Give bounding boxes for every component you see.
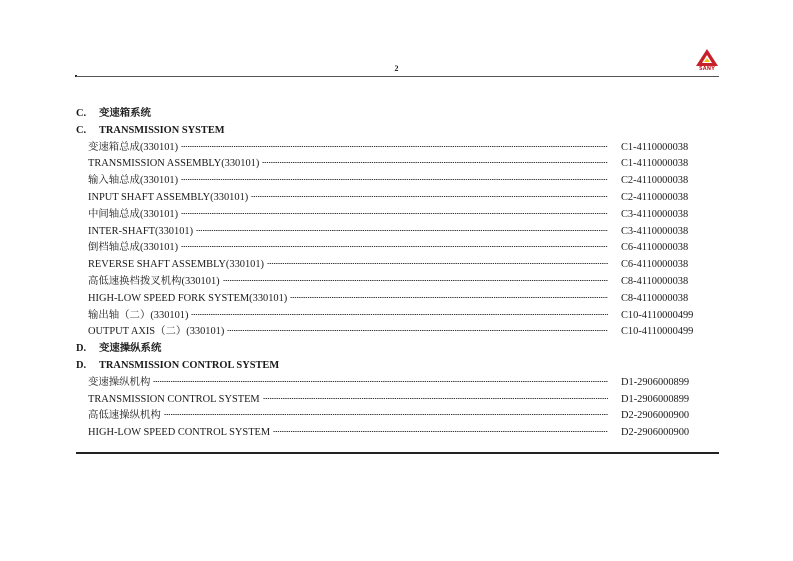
section-letter: D. <box>76 359 87 371</box>
toc-leader-dots <box>181 212 608 215</box>
toc-entry-title: 变速操纵机构 <box>88 376 151 388</box>
toc-leader-dots <box>290 296 608 299</box>
section-heading-en <box>76 123 703 140</box>
logo-text: SANY <box>698 66 716 72</box>
toc-entry[interactable] <box>76 392 703 409</box>
toc-entry-title: INPUT SHAFT ASSEMBLY(330101) <box>88 191 249 203</box>
toc-entry-code: C8-4110000038 <box>621 275 689 287</box>
toc-entry-code: C3-4110000038 <box>621 225 689 237</box>
toc-leader-dots <box>191 313 608 316</box>
toc-leader-dots <box>263 397 608 400</box>
page-number: 2 <box>394 64 399 73</box>
section-title-cn: 变速操纵系统 <box>99 343 162 355</box>
toc-entry-code: C8-4110000038 <box>621 292 689 304</box>
toc-entry-title: INTER-SHAFT(330101) <box>88 225 194 237</box>
toc-entry[interactable] <box>76 257 703 274</box>
toc-leader-dots <box>153 380 608 383</box>
toc-entry[interactable] <box>76 425 703 442</box>
toc-entry[interactable] <box>76 173 703 190</box>
toc-entry-title: HIGH-LOW SPEED FORK SYSTEM(330101) <box>88 292 288 304</box>
toc-entry[interactable] <box>76 408 703 425</box>
section-heading-cn <box>76 341 703 358</box>
company-logo <box>694 48 720 76</box>
toc-entry-title: 高低速换档拨叉机构(330101) <box>88 275 220 287</box>
toc-entry[interactable] <box>76 240 703 257</box>
toc-entry-title: 输入轴总成(330101) <box>88 175 179 187</box>
toc-leader-dots <box>267 262 608 265</box>
toc-entry-title: TRANSMISSION CONTROL SYSTEM <box>88 393 260 405</box>
toc-entry-title: 变速箱总成(330101) <box>88 141 179 153</box>
section-heading-cn <box>76 106 703 123</box>
toc-entry-code: D2-2906000900 <box>621 427 690 439</box>
section-heading-en <box>76 358 703 375</box>
footer-rule <box>76 452 719 454</box>
section-letter: C. <box>76 124 87 136</box>
toc-entry[interactable] <box>76 140 703 157</box>
toc-entry-code: D1-2906000899 <box>621 393 690 405</box>
toc-leader-dots <box>196 229 608 232</box>
section-letter: D. <box>76 343 87 355</box>
toc-entry-title: 倒档轴总成(330101) <box>88 242 179 254</box>
toc-entry-code: C6-4110000038 <box>621 242 689 254</box>
section-title-cn: 变速箱系统 <box>99 108 151 119</box>
toc-entry-code: C3-4110000038 <box>621 208 689 220</box>
header-rule <box>76 76 719 77</box>
toc-entry-title: REVERSE SHAFT ASSEMBLY(330101) <box>88 259 265 271</box>
toc-leader-dots <box>273 430 608 433</box>
toc-entry[interactable] <box>76 324 703 341</box>
toc-leader-dots <box>223 279 608 282</box>
toc-entry[interactable] <box>76 291 703 308</box>
table-of-contents <box>76 106 703 442</box>
toc-entry-code: C10-4110000499 <box>621 326 694 338</box>
section-letter: C. <box>76 108 87 119</box>
toc-entry-title: TRANSMISSION ASSEMBLY(330101) <box>88 158 260 170</box>
toc-leader-dots <box>227 329 608 332</box>
toc-entry-code: C1-4110000038 <box>621 158 689 170</box>
toc-entry-code: C2-4110000038 <box>621 191 689 203</box>
toc-entry[interactable] <box>76 375 703 392</box>
section-title-en: TRANSMISSION SYSTEM <box>99 124 225 136</box>
toc-entry[interactable] <box>76 190 703 207</box>
toc-leader-dots <box>181 178 608 181</box>
toc-leader-dots <box>262 161 608 164</box>
toc-entry-title: 高低速操纵机构 <box>88 410 161 422</box>
toc-entry-title: OUTPUT AXIS（二）(330101) <box>88 326 225 338</box>
toc-entry-code: C1-4110000038 <box>621 141 689 153</box>
toc-entry[interactable] <box>76 207 703 224</box>
toc-leader-dots <box>164 413 608 416</box>
toc-entry-title: 输出轴（二）(330101) <box>88 309 189 321</box>
toc-entry-title: 中间轴总成(330101) <box>88 208 179 220</box>
toc-entry[interactable] <box>76 274 703 291</box>
toc-entry[interactable] <box>76 156 703 173</box>
toc-entry-code: D1-2906000899 <box>621 376 690 388</box>
section-title-en: TRANSMISSION CONTROL SYSTEM <box>99 359 280 371</box>
logo-triangle-icon <box>694 48 720 68</box>
toc-entry-code: D2-2906000900 <box>621 410 690 422</box>
toc-entry-title: HIGH-LOW SPEED CONTROL SYSTEM <box>88 427 271 439</box>
toc-entry-code: C2-4110000038 <box>621 175 689 187</box>
toc-leader-dots <box>181 245 608 248</box>
toc-leader-dots <box>251 195 608 198</box>
toc-leader-dots <box>181 145 608 148</box>
toc-entry-code: C10-4110000499 <box>621 309 694 321</box>
toc-entry[interactable] <box>76 308 703 325</box>
toc-entry-code: C6-4110000038 <box>621 259 689 271</box>
toc-entry[interactable] <box>76 224 703 241</box>
